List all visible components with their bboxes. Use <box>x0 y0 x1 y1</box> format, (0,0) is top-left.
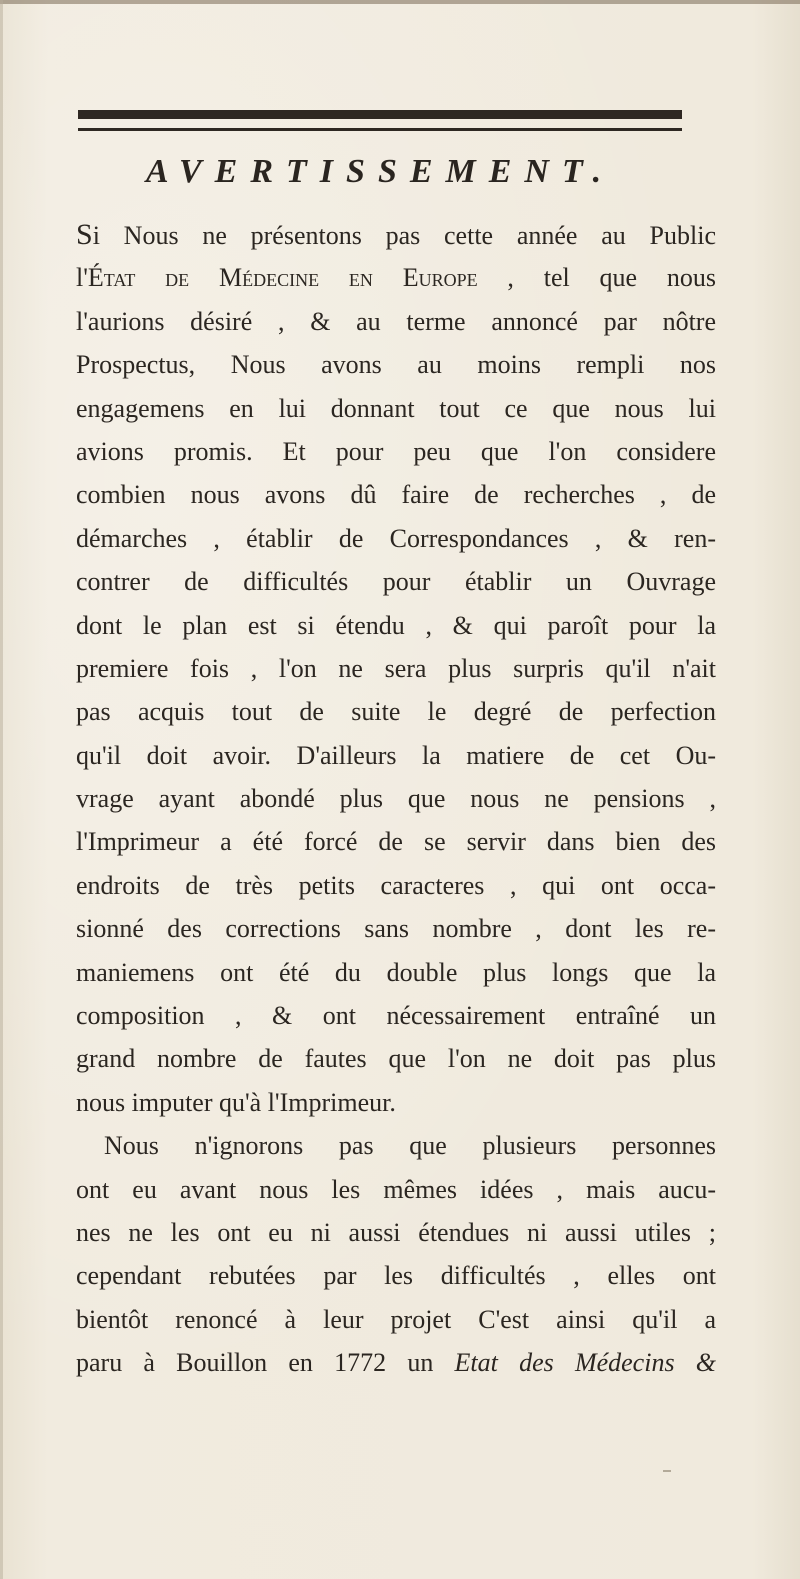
text-line: Nous n'ignorons pas que plusieurs personnes <box>104 1131 716 1161</box>
text-line: Si Nous ne présentons pas cette année au Public <box>76 218 716 251</box>
text-line: qu'il doit avoir. D'ailleurs la matiere de cet Ou- <box>76 740 716 770</box>
text-line: sionné des corrections sans nombre , dont les re- <box>76 914 716 944</box>
header-rule-thin <box>78 128 682 131</box>
header-rule-thick <box>78 110 682 119</box>
small-caps-title: État de Médecine en Europe <box>87 263 478 293</box>
text-line: Prospectus, Nous avons au moins rempli nos <box>76 350 716 380</box>
text-line: l'État de Médecine en Europe , tel que nous <box>76 263 716 293</box>
text-line: nous imputer qu'à l'Imprimeur. <box>76 1087 396 1117</box>
drop-cap: S <box>76 218 93 251</box>
text-line: paru à Bouillon en 1772 un Etat des Médecins & <box>76 1348 716 1378</box>
page-left-edge <box>0 0 3 1579</box>
body-text <box>76 213 716 1385</box>
text-line: maniemens ont été du double plus longs que la <box>76 957 716 987</box>
text-line: l'aurions désiré , & au terme annoncé par nôtre <box>76 306 716 336</box>
text-line: combien nous avons dû faire de recherches , de <box>76 480 716 510</box>
text-line: vrage ayant abondé plus que nous ne pensions , <box>76 784 716 814</box>
text-line: grand nombre de fautes que l'on ne doit pas plus <box>76 1044 716 1074</box>
text-line: premiere fois , l'on ne sera plus surpris qu'il n'ait <box>76 653 716 683</box>
text-line: avions promis. Et pour peu que l'on considere <box>76 436 716 466</box>
italic-title: Etat des Médecins & <box>454 1348 716 1378</box>
text-line: composition , & ont nécessairement entraîné un <box>76 1001 716 1031</box>
page-top-edge <box>0 0 800 4</box>
margin-mark <box>663 1470 671 1472</box>
text-line: contrer de difficultés pour établir un Ouvrage <box>76 567 716 597</box>
text-line: dont le plan est si étendu , & qui paroît pour la <box>76 610 716 640</box>
text-line: ont eu avant nous les mêmes idées , mais aucu- <box>76 1174 716 1204</box>
text-line: cependant rebutées par les difficultés , elles ont <box>76 1261 716 1291</box>
page-title: AVERTISSEMENT. <box>145 153 615 190</box>
text-line: l'Imprimeur a été forcé de se servir dans bien des <box>76 827 716 857</box>
text-line: bientôt renoncé à leur projet C'est ainsi qu'il a <box>76 1304 716 1334</box>
text-line: endroits de très petits caracteres , qui ont occa- <box>76 870 716 900</box>
text-line: nes ne les ont eu ni aussi étendues ni aussi utiles ; <box>76 1217 716 1247</box>
text-line: démarches , établir de Correspondances , & ren- <box>76 523 716 553</box>
text-line: engagemens en lui donnant tout ce que nous lui <box>76 393 716 423</box>
text-line: pas acquis tout de suite le degré de perfection <box>76 697 716 727</box>
